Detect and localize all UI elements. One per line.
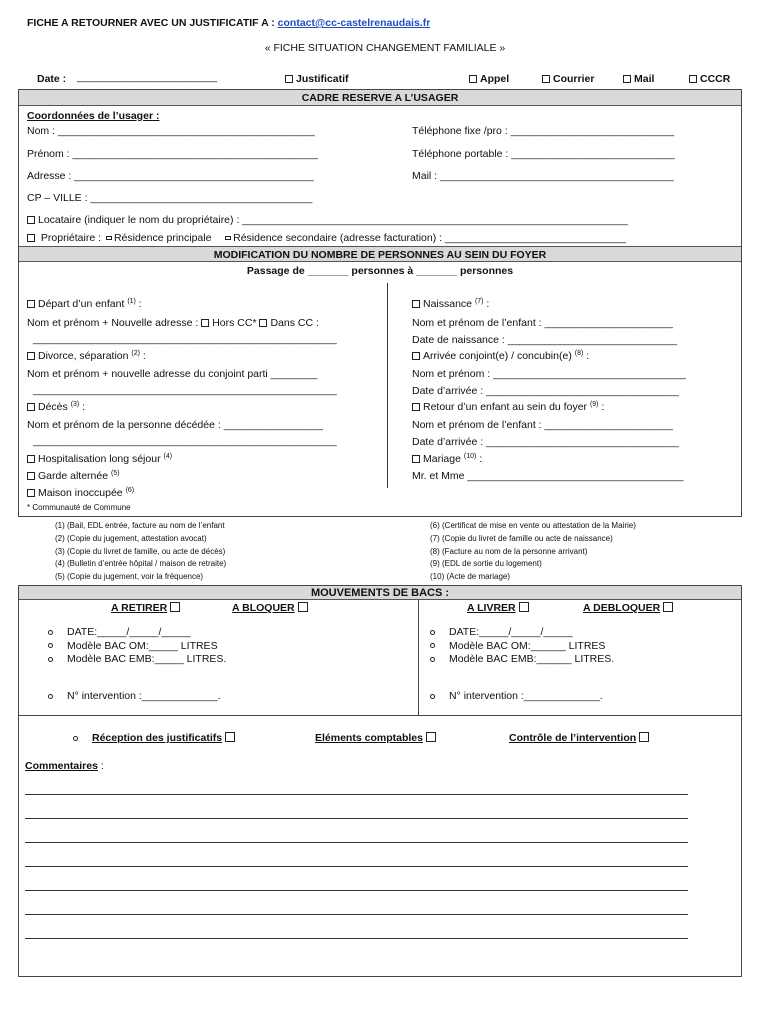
comment-line[interactable] [25, 866, 688, 867]
checkbox-icon[interactable] [623, 75, 631, 83]
deces-blank[interactable]: ____________________________________________________ [33, 435, 337, 447]
bullet-icon [430, 657, 435, 662]
mariage-option[interactable]: Mariage $^{(10)}$ : [412, 453, 482, 465]
note-item: (1) (Bail, EDL entrée, facture au nom de l’enfant [55, 521, 225, 530]
option-courrier[interactable]: Courrier [542, 73, 594, 85]
checkbox-icon[interactable] [27, 403, 35, 411]
checkbox-icon[interactable] [412, 403, 420, 411]
retour-option[interactable]: Retour d’un enfant au sein du foyer $^{(9)}$ : [412, 401, 604, 413]
checkbox-icon[interactable] [542, 75, 550, 83]
option-mail[interactable]: Mail [623, 73, 654, 85]
depart-blank[interactable]: ____________________________________________________ [33, 333, 337, 345]
bloquer-option[interactable]: A BLOQUER [232, 602, 308, 614]
bac-emb-field[interactable]: Modèle BAC EMB:______ LITRES. [449, 653, 615, 665]
elements-option[interactable]: Eléments comptables [315, 732, 436, 744]
arrivee-option[interactable]: Arrivée conjoint(e) / concubin(e) $^{(8)}$ : [412, 350, 589, 362]
bullet-icon [48, 630, 53, 635]
date-field[interactable]: DATE:_____/_____/_____ [449, 626, 573, 638]
date-label: Date : [37, 73, 67, 85]
comment-line[interactable] [25, 914, 688, 915]
checkbox-icon[interactable] [426, 732, 436, 742]
intervention-right [430, 690, 603, 702]
notes-right [430, 520, 636, 584]
return-instructions: FICHE A RETOURNER AVEC UN JUSTIFICATIF A : contact@cc-castelrenaudais.fr [27, 17, 431, 29]
checkbox-icon[interactable] [689, 75, 697, 83]
checkbox-icon[interactable] [27, 472, 35, 480]
bullet-icon [430, 694, 435, 699]
checkbox-icon[interactable] [412, 300, 420, 308]
checkbox-icon[interactable] [170, 602, 180, 612]
depart-enfant-option[interactable]: Départ d’un enfant $^{(1)}$ : [27, 298, 142, 310]
tel-fixe-field[interactable]: Téléphone fixe /pro : ____________________________ [412, 125, 675, 137]
checkbox-icon[interactable] [412, 352, 420, 360]
checkbox-icon[interactable] [285, 75, 293, 83]
checkbox-icon[interactable] [639, 732, 649, 742]
bacs-bar: MOUVEMENTS DE BACS : [19, 586, 741, 600]
checkbox-icon[interactable] [519, 602, 529, 612]
form-title: « FICHE SITUATION CHANGEMENT FAMILIALE » [264, 42, 506, 54]
retirer-option[interactable]: A RETIRER [111, 602, 180, 614]
contact-email-link[interactable]: contact@cc-castelrenaudais.fr [277, 17, 431, 29]
retour-date[interactable]: Date d’arrivée : _________________________________ [412, 436, 679, 448]
garde-option[interactable]: Garde alternée $^{(5)}$ [27, 470, 120, 482]
naissance-nom[interactable]: Nom et prénom de l’enfant : ______________________ [412, 317, 673, 329]
bac-om-field[interactable]: Modèle BAC OM:______ LITRES [449, 639, 606, 652]
deces-option[interactable]: Décès $^{(3)}$ : [27, 401, 85, 413]
checkbox-icon[interactable] [663, 602, 673, 612]
mariage-names[interactable]: Mr. et Mme _____________________________________ [412, 470, 684, 482]
note-item: (5) (Copie du jugement, voir la fréquence) [55, 572, 204, 582]
bullet-icon [48, 694, 53, 699]
note-item: (2) (Copie du jugement, attestation avocat) [55, 533, 207, 543]
divorce-option[interactable]: Divorce, séparation $^{(2)}$ : [27, 350, 146, 362]
naissance-option[interactable]: Naissance $^{(7)}$ : [412, 298, 489, 310]
bullet-icon [48, 643, 53, 648]
deces-detail[interactable]: Nom et prénom de la personne décédée : _________________ [27, 419, 323, 431]
hospitalisation-option[interactable]: Hospitalisation long séjour $^{(4)}$ [27, 453, 172, 465]
comment-line[interactable] [25, 938, 688, 939]
intervention-field[interactable]: N° intervention :_____________. [67, 690, 221, 702]
note-item: (9) (EDL de sortie du logement) [430, 559, 542, 569]
option-appel[interactable]: Appel [469, 73, 509, 85]
small-checkbox-icon[interactable] [225, 236, 231, 240]
note-item: (7) (Copie du livret de famille ou acte de naissance) [430, 533, 613, 543]
bacs-separator [19, 715, 741, 716]
divorce-detail[interactable]: Nom et prénom + nouvelle adresse du conjoint parti ________ [27, 368, 318, 380]
bullet-icon [73, 736, 78, 741]
bac-om-field[interactable]: Modèle BAC OM:_____ LITRES [67, 639, 218, 652]
livrer-details [430, 626, 614, 667]
checkbox-icon[interactable] [225, 732, 235, 742]
usager-bar: CADRE RESERVE A L’USAGER [19, 90, 741, 106]
date-field[interactable]: ________________________ [77, 71, 218, 83]
notes-left [55, 520, 226, 584]
bullet-icon [48, 657, 53, 662]
tel-portable-field[interactable]: Téléphone portable : ____________________________ [412, 148, 675, 160]
note-item: (6) (Certificat de mise en vente ou attestation de la Mairie) [430, 521, 636, 530]
checkbox-icon[interactable] [259, 319, 267, 327]
mail-field[interactable]: Mail : ________________________________________ [412, 170, 674, 182]
divorce-blank[interactable]: ____________________________________________________ [33, 384, 337, 396]
proprietaire-option[interactable]: Propriétaire : Résidence principale Résidence secondaire (adresse facturation) : _______________________________ [27, 232, 626, 244]
checkbox-icon[interactable] [27, 352, 35, 360]
controle-option[interactable]: Contrôle de l’intervention [509, 732, 649, 744]
bac-emb-field[interactable]: Modèle BAC EMB:_____ LITRES. [67, 653, 227, 665]
arrivee-nom[interactable]: Nom et prénom : _________________________________ [412, 368, 686, 380]
passage-line[interactable]: Passage de _______ personnes à _______ personnes [246, 265, 514, 277]
comment-line[interactable] [25, 818, 688, 819]
cc-footnote: * Communauté de Commune [27, 503, 131, 512]
livrer-option[interactable]: A LIVRER [467, 602, 529, 614]
checkbox-icon[interactable] [27, 489, 35, 497]
reception-option[interactable]: Réception des justificatifs [73, 732, 235, 744]
checkbox-icon[interactable] [298, 602, 308, 612]
bacs-divider [418, 600, 419, 716]
note-item: (8) (Facture au nom de la personne arrivant) [430, 546, 588, 556]
arrivee-date[interactable]: Date d’arrivée : _________________________________ [412, 385, 679, 397]
adresse-field[interactable]: Adresse : _________________________________________ [27, 170, 314, 182]
depart-detail: Nom et prénom + Nouvelle adresse : Hors CC* Dans CC : [27, 317, 319, 329]
cp-ville-field[interactable]: CP – VILLE : ______________________________________ [27, 192, 313, 204]
checkbox-icon[interactable] [27, 216, 35, 224]
locataire-option[interactable]: Locataire (indiquer le nom du propriétaire) : __________________________________________________________________ [27, 214, 628, 226]
residence-principale-label: Résidence principale [113, 232, 212, 244]
checkbox-icon[interactable] [27, 455, 35, 463]
intervention-field[interactable]: N° intervention :_____________. [449, 690, 603, 702]
modification-bar: MODIFICATION DU NOMBRE DE PERSONNES AU SEIN DU FOYER [19, 246, 741, 262]
residence-secondaire-label: Résidence secondaire (adresse facturation) : _______________________________ [233, 232, 626, 244]
note-item: (4) (Bulletin d’entrée hôpital / maison de retraite) [55, 559, 227, 569]
note-item: (3) (Copie du livret de famille, ou acte de décès) [55, 546, 226, 556]
comment-line[interactable] [25, 794, 688, 795]
checkbox-icon[interactable] [27, 234, 35, 242]
retirer-details [48, 626, 226, 667]
naissance-date[interactable]: Date de naissance : _____________________________ [412, 334, 678, 346]
checkbox-icon[interactable] [201, 319, 209, 327]
debloquer-option[interactable]: A DEBLOQUER [583, 602, 673, 614]
note-item: (10) (Acte de mariage) [430, 572, 511, 582]
coordonnees-title: Coordonnées de l’usager : [27, 110, 160, 122]
prenom-field[interactable]: Prénom : __________________________________________ [27, 148, 318, 160]
nom-field[interactable]: Nom : ____________________________________________ [27, 125, 315, 137]
column-divider [387, 283, 388, 488]
intervention-left [48, 690, 221, 702]
commentaires-label: Commentaires : [25, 760, 104, 772]
small-checkbox-icon[interactable] [106, 236, 112, 240]
bullet-icon [430, 630, 435, 635]
date-field[interactable]: DATE:_____/_____/_____ [67, 626, 191, 638]
maison-option[interactable]: Maison inoccupée $^{(6)}$ [27, 487, 134, 499]
retour-nom[interactable]: Nom et prénom de l’enfant : ______________________ [412, 419, 673, 431]
bullet-icon [430, 643, 435, 648]
checkbox-icon[interactable] [27, 300, 35, 308]
comment-line[interactable] [25, 890, 688, 891]
checkbox-icon[interactable] [412, 455, 420, 463]
comment-line[interactable] [25, 842, 688, 843]
checkbox-icon[interactable] [469, 75, 477, 83]
option-cccr[interactable]: CCCR [689, 73, 730, 85]
option-justificatif[interactable]: Justificatif [285, 73, 349, 85]
